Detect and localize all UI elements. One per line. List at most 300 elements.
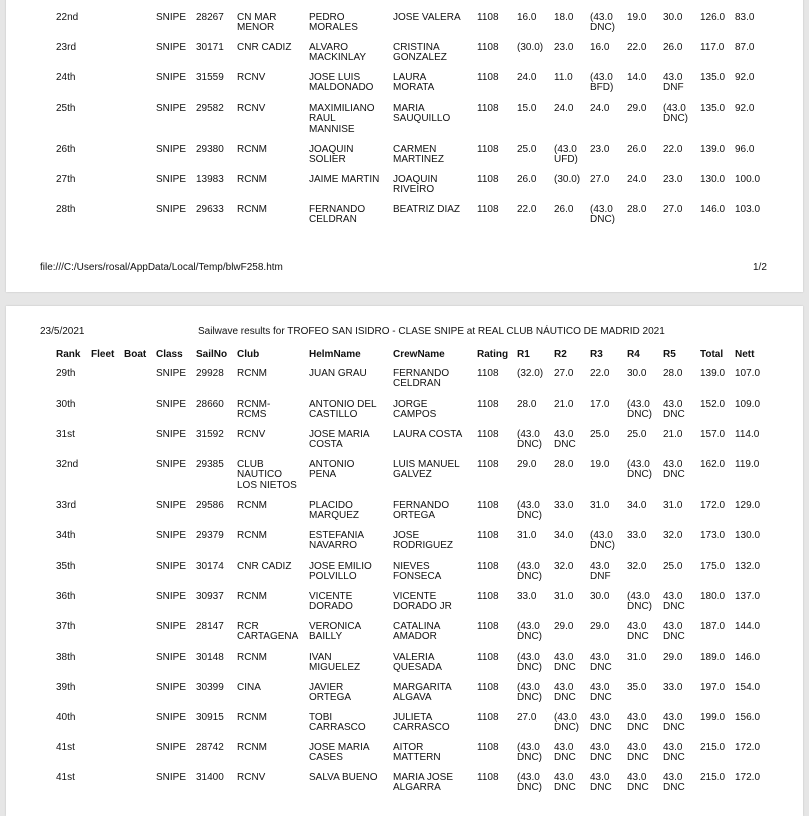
cell-crew: CRISTINA GONZALEZ bbox=[393, 42, 447, 64]
cell-helm: MAXIMILIANO RAUL MANNISE bbox=[309, 103, 375, 135]
cell-nett: 114.0 bbox=[735, 429, 760, 440]
cell-crew: JOSE VALERA bbox=[393, 12, 461, 23]
cell-helm: ANTONIO DEL CASTILLO bbox=[309, 399, 377, 421]
cell-nett: 137.0 bbox=[735, 591, 761, 602]
cell-class: SNIPE bbox=[156, 591, 187, 602]
cell-class: SNIPE bbox=[156, 652, 187, 663]
cell-rating: 1108 bbox=[477, 12, 499, 23]
print-date: 23/5/2021 bbox=[40, 326, 85, 337]
cell-r4: 28.0 bbox=[627, 204, 647, 215]
cell-r3: 43.0 DNF bbox=[590, 561, 611, 583]
cell-club: CINA bbox=[237, 682, 261, 693]
cell-r5: 33.0 bbox=[663, 682, 683, 693]
cell-class: SNIPE bbox=[156, 561, 187, 572]
cell-helm: SALVA BUENO bbox=[309, 772, 378, 783]
cell-rank: 33rd bbox=[56, 500, 77, 511]
cell-r4: 19.0 bbox=[627, 12, 647, 23]
cell-class: SNIPE bbox=[156, 621, 187, 632]
cell-club: RCNM bbox=[237, 712, 267, 723]
cell-r1: 24.0 bbox=[517, 72, 537, 83]
cell-total: 173.0 bbox=[700, 530, 726, 541]
cell-sailno: 29586 bbox=[196, 500, 224, 511]
cell-total: 135.0 bbox=[700, 103, 726, 114]
cell-r4: 43.0 DNC bbox=[627, 712, 649, 734]
cell-r2: 43.0 DNC bbox=[554, 682, 576, 704]
cell-helm: PEDRO MORALES bbox=[309, 12, 358, 34]
cell-r5: 43.0 DNC bbox=[663, 772, 685, 794]
cell-r3: 22.0 bbox=[590, 368, 610, 379]
cell-rank: 37th bbox=[56, 621, 76, 632]
cell-sailno: 30937 bbox=[196, 591, 224, 602]
cell-sailno: 29379 bbox=[196, 530, 224, 541]
cell-crew: JOSE RODRIGUEZ bbox=[393, 530, 453, 552]
cell-r5: 27.0 bbox=[663, 204, 683, 215]
cell-total: 157.0 bbox=[700, 429, 726, 440]
cell-r5: 32.0 bbox=[663, 530, 683, 541]
cell-total: 139.0 bbox=[700, 144, 726, 155]
cell-r2: (43.0 UFD) bbox=[554, 144, 578, 166]
cell-class: SNIPE bbox=[156, 459, 187, 470]
cell-r2: 43.0 DNC bbox=[554, 772, 576, 794]
cell-rating: 1108 bbox=[477, 500, 499, 511]
cell-r4: 14.0 bbox=[627, 72, 647, 83]
cell-rank: 30th bbox=[56, 399, 76, 410]
column-header-rating: Rating bbox=[477, 349, 509, 360]
column-header-class: Class bbox=[156, 349, 183, 360]
column-header-fleet: Fleet bbox=[91, 349, 115, 360]
results-title: Sailwave results for TROFEO SAN ISIDRO - CLASE SNIPE at REAL CLUB NÁUTICO DE MADRID 2021 bbox=[198, 326, 665, 337]
cell-rating: 1108 bbox=[477, 712, 499, 723]
cell-rating: 1108 bbox=[477, 174, 499, 185]
cell-crew: VALERIA QUESADA bbox=[393, 652, 442, 674]
cell-rank: 41st bbox=[56, 742, 75, 753]
cell-r2: (30.0) bbox=[554, 174, 581, 185]
cell-r5: 28.0 bbox=[663, 368, 683, 379]
cell-r3: 31.0 bbox=[590, 500, 610, 511]
cell-class: SNIPE bbox=[156, 429, 187, 440]
cell-r5: (43.0 DNC) bbox=[663, 103, 688, 125]
column-header-helm: HelmName bbox=[309, 349, 361, 360]
cell-sailno: 28660 bbox=[196, 399, 224, 410]
cell-rating: 1108 bbox=[477, 204, 499, 215]
cell-r5: 25.0 bbox=[663, 561, 683, 572]
cell-r3: 16.0 bbox=[590, 42, 610, 53]
cell-helm: IVAN MIGUELEZ bbox=[309, 652, 361, 674]
cell-total: 172.0 bbox=[700, 500, 726, 511]
cell-sailno: 30148 bbox=[196, 652, 224, 663]
cell-crew: LAURA COSTA bbox=[393, 429, 463, 440]
cell-total: 130.0 bbox=[700, 174, 726, 185]
cell-r1: (43.0 DNC) bbox=[517, 772, 542, 794]
cell-r2: 29.0 bbox=[554, 621, 574, 632]
cell-helm: VERONICA BAILLY bbox=[309, 621, 362, 643]
cell-r5: 22.0 bbox=[663, 144, 683, 155]
cell-total: 117.0 bbox=[700, 42, 725, 53]
cell-r3: 17.0 bbox=[590, 399, 610, 410]
cell-r2: 27.0 bbox=[554, 368, 574, 379]
cell-r5: 43.0 DNF bbox=[663, 72, 684, 94]
cell-r2: 43.0 DNC bbox=[554, 742, 576, 764]
cell-rating: 1108 bbox=[477, 103, 499, 114]
cell-crew: CARMEN MARTINEZ bbox=[393, 144, 444, 166]
cell-rank: 36th bbox=[56, 591, 76, 602]
column-header-r1: R1 bbox=[517, 349, 530, 360]
cell-helm: JOAQUIN SOLIER bbox=[309, 144, 354, 166]
cell-rank: 26th bbox=[56, 144, 76, 155]
cell-r1: 25.0 bbox=[517, 144, 537, 155]
cell-total: 215.0 bbox=[700, 772, 726, 783]
cell-r2: 11.0 bbox=[554, 72, 573, 83]
cell-r4: (43.0 DNC) bbox=[627, 399, 652, 421]
cell-r4: 25.0 bbox=[627, 429, 647, 440]
cell-total: 146.0 bbox=[700, 204, 726, 215]
column-header-r3: R3 bbox=[590, 349, 603, 360]
cell-club: RCNM- RCMS bbox=[237, 399, 271, 421]
cell-total: 152.0 bbox=[700, 399, 726, 410]
cell-crew: JORGE CAMPOS bbox=[393, 399, 437, 421]
cell-club: RCNM bbox=[237, 742, 267, 753]
cell-r1: (43.0 DNC) bbox=[517, 500, 542, 522]
cell-r1: 29.0 bbox=[517, 459, 537, 470]
cell-r4: (43.0 DNC) bbox=[627, 459, 652, 481]
cell-r4: (43.0 DNC) bbox=[627, 591, 652, 613]
cell-nett: 87.0 bbox=[735, 42, 755, 53]
cell-helm: JOSE LUIS MALDONADO bbox=[309, 72, 374, 94]
cell-helm: JAIME MARTIN bbox=[309, 174, 380, 185]
cell-club: RCNM bbox=[237, 368, 267, 379]
cell-r5: 26.0 bbox=[663, 42, 683, 53]
cell-r2: 31.0 bbox=[554, 591, 574, 602]
cell-helm: FERNANDO CELDRAN bbox=[309, 204, 366, 226]
cell-club: RCNV bbox=[237, 772, 266, 783]
cell-nett: 92.0 bbox=[735, 103, 755, 114]
cell-r2: 18.0 bbox=[554, 12, 574, 23]
cell-r3: 43.0 DNC bbox=[590, 742, 612, 764]
cell-sailno: 28267 bbox=[196, 12, 224, 23]
cell-class: SNIPE bbox=[156, 530, 187, 541]
cell-r4: 35.0 bbox=[627, 682, 647, 693]
cell-r3: (43.0 BFD) bbox=[590, 72, 614, 94]
cell-club: RCNV bbox=[237, 72, 266, 83]
cell-class: SNIPE bbox=[156, 103, 187, 114]
cell-class: SNIPE bbox=[156, 399, 187, 410]
cell-total: 162.0 bbox=[700, 459, 726, 470]
cell-r3: (43.0 DNC) bbox=[590, 12, 615, 34]
cell-r5: 43.0 DNC bbox=[663, 399, 685, 421]
cell-r4: 30.0 bbox=[627, 368, 647, 379]
cell-rank: 22nd bbox=[56, 12, 79, 23]
cell-rating: 1108 bbox=[477, 561, 499, 572]
cell-r3: 43.0 DNC bbox=[590, 712, 612, 734]
cell-sailno: 31559 bbox=[196, 72, 224, 83]
cell-r3: 43.0 DNC bbox=[590, 772, 612, 794]
cell-r5: 43.0 DNC bbox=[663, 621, 685, 643]
cell-nett: 172.0 bbox=[735, 772, 761, 783]
cell-rating: 1108 bbox=[477, 42, 499, 53]
cell-r4: 26.0 bbox=[627, 144, 647, 155]
cell-r3: 43.0 DNC bbox=[590, 652, 612, 674]
column-header-boat: Boat bbox=[124, 349, 147, 360]
cell-crew: VICENTE DORADO JR bbox=[393, 591, 452, 613]
cell-rating: 1108 bbox=[477, 72, 499, 83]
cell-r2: (43.0 DNC) bbox=[554, 712, 579, 734]
cell-r5: 43.0 DNC bbox=[663, 591, 685, 613]
cell-r2: 23.0 bbox=[554, 42, 574, 53]
cell-crew: NIEVES FONSECA bbox=[393, 561, 442, 583]
cell-nett: 109.0 bbox=[735, 399, 761, 410]
cell-sailno: 28742 bbox=[196, 742, 224, 753]
cell-rank: 23rd bbox=[56, 42, 77, 53]
cell-class: SNIPE bbox=[156, 42, 187, 53]
cell-sailno: 28147 bbox=[196, 621, 224, 632]
column-header-rank: Rank bbox=[56, 349, 81, 360]
cell-r4: 29.0 bbox=[627, 103, 647, 114]
cell-r1: 31.0 bbox=[517, 530, 537, 541]
cell-class: SNIPE bbox=[156, 682, 187, 693]
column-header-r4: R4 bbox=[627, 349, 640, 360]
cell-rating: 1108 bbox=[477, 742, 499, 753]
cell-r1: (43.0 DNC) bbox=[517, 652, 542, 674]
cell-rank: 32nd bbox=[56, 459, 79, 470]
cell-rating: 1108 bbox=[477, 591, 499, 602]
cell-rating: 1108 bbox=[477, 368, 499, 379]
cell-helm: JOSE MARIA COSTA bbox=[309, 429, 370, 451]
cell-r1: 27.0 bbox=[517, 712, 537, 723]
cell-sailno: 30915 bbox=[196, 712, 224, 723]
cell-rank: 35th bbox=[56, 561, 76, 572]
cell-crew: JULIETA CARRASCO bbox=[393, 712, 450, 734]
cell-total: 187.0 bbox=[700, 621, 726, 632]
cell-nett: 119.0 bbox=[735, 459, 760, 470]
cell-rating: 1108 bbox=[477, 429, 499, 440]
cell-rank: 29th bbox=[56, 368, 76, 379]
cell-club: CNR CADIZ bbox=[237, 561, 292, 572]
cell-club: RCNM bbox=[237, 144, 267, 155]
cell-nett: 107.0 bbox=[735, 368, 761, 379]
cell-rank: 28th bbox=[56, 204, 76, 215]
cell-r2: 43.0 DNC bbox=[554, 429, 576, 451]
cell-crew: LAURA MORATA bbox=[393, 72, 435, 94]
cell-helm: ESTEFANIA NAVARRO bbox=[309, 530, 365, 552]
cell-crew: CATALINA AMADOR bbox=[393, 621, 441, 643]
cell-r3: 27.0 bbox=[590, 174, 610, 185]
column-header-crew: CrewName bbox=[393, 349, 445, 360]
cell-r5: 29.0 bbox=[663, 652, 683, 663]
cell-rank: 40th bbox=[56, 712, 76, 723]
cell-class: SNIPE bbox=[156, 72, 187, 83]
cell-r4: 24.0 bbox=[627, 174, 647, 185]
cell-club: CLUB NAUTICO LOS NIETOS bbox=[237, 459, 297, 491]
cell-sailno: 29633 bbox=[196, 204, 224, 215]
cell-rank: 41st bbox=[56, 772, 75, 783]
cell-crew: MARIA SAUQUILLO bbox=[393, 103, 451, 125]
cell-class: SNIPE bbox=[156, 772, 187, 783]
cell-class: SNIPE bbox=[156, 144, 187, 155]
cell-r5: 23.0 bbox=[663, 174, 683, 185]
cell-nett: 130.0 bbox=[735, 530, 761, 541]
cell-r4: 43.0 DNC bbox=[627, 772, 649, 794]
cell-r2: 21.0 bbox=[554, 399, 574, 410]
cell-nett: 144.0 bbox=[735, 621, 761, 632]
cell-r1: (43.0 DNC) bbox=[517, 682, 542, 704]
cell-sailno: 30399 bbox=[196, 682, 224, 693]
cell-rating: 1108 bbox=[477, 621, 499, 632]
cell-sailno: 13983 bbox=[196, 174, 224, 185]
cell-class: SNIPE bbox=[156, 174, 187, 185]
cell-rank: 24th bbox=[56, 72, 76, 83]
cell-rating: 1108 bbox=[477, 652, 499, 663]
cell-club: RCNM bbox=[237, 530, 267, 541]
cell-total: 189.0 bbox=[700, 652, 726, 663]
cell-rank: 31st bbox=[56, 429, 75, 440]
cell-sailno: 29385 bbox=[196, 459, 224, 470]
cell-crew: AITOR MATTERN bbox=[393, 742, 441, 764]
cell-helm: ALVARO MACKINLAY bbox=[309, 42, 367, 64]
cell-r1: (32.0) bbox=[517, 368, 544, 379]
cell-club: RCR CARTAGENA bbox=[237, 621, 299, 643]
cell-total: 135.0 bbox=[700, 72, 726, 83]
cell-r3: 24.0 bbox=[590, 103, 610, 114]
cell-rank: 27th bbox=[56, 174, 76, 185]
cell-rating: 1108 bbox=[477, 682, 499, 693]
cell-rating: 1108 bbox=[477, 530, 499, 541]
cell-helm: JAVIER ORTEGA bbox=[309, 682, 352, 704]
cell-crew: MARIA JOSE ALGARRA bbox=[393, 772, 454, 794]
cell-club: RCNM bbox=[237, 591, 267, 602]
cell-class: SNIPE bbox=[156, 204, 187, 215]
cell-r3: 29.0 bbox=[590, 621, 610, 632]
cell-club: RCNM bbox=[237, 652, 267, 663]
cell-total: 215.0 bbox=[700, 742, 726, 753]
cell-nett: 100.0 bbox=[735, 174, 761, 185]
column-header-sailno: SailNo bbox=[196, 349, 228, 360]
cell-crew: BEATRIZ DIAZ bbox=[393, 204, 461, 215]
cell-r3: 19.0 bbox=[590, 459, 610, 470]
column-header-nett: Nett bbox=[735, 349, 755, 360]
cell-class: SNIPE bbox=[156, 712, 187, 723]
cell-total: 199.0 bbox=[700, 712, 726, 723]
cell-total: 175.0 bbox=[700, 561, 726, 572]
cell-helm: JOSE EMILIO POLVILLO bbox=[309, 561, 372, 583]
cell-nett: 132.0 bbox=[735, 561, 761, 572]
cell-r5: 43.0 DNC bbox=[663, 742, 685, 764]
cell-r1: (43.0 DNC) bbox=[517, 621, 542, 643]
cell-r1: (30.0) bbox=[517, 42, 544, 53]
cell-r3: 25.0 bbox=[590, 429, 610, 440]
cell-club: RCNV bbox=[237, 429, 266, 440]
cell-r1: 26.0 bbox=[517, 174, 537, 185]
cell-nett: 129.0 bbox=[735, 500, 761, 511]
cell-r5: 31.0 bbox=[663, 500, 683, 511]
cell-r1: (43.0 DNC) bbox=[517, 561, 542, 583]
cell-sailno: 31592 bbox=[196, 429, 224, 440]
cell-total: 197.0 bbox=[700, 682, 726, 693]
cell-r3: (43.0 DNC) bbox=[590, 204, 615, 226]
cell-nett: 96.0 bbox=[735, 144, 755, 155]
cell-r3: 30.0 bbox=[590, 591, 610, 602]
cell-nett: 83.0 bbox=[735, 12, 755, 23]
cell-helm: TOBI CARRASCO bbox=[309, 712, 366, 734]
cell-r5: 43.0 DNC bbox=[663, 459, 685, 481]
cell-r3: (43.0 DNC) bbox=[590, 530, 615, 552]
cell-r4: 31.0 bbox=[627, 652, 647, 663]
cell-rank: 25th bbox=[56, 103, 76, 114]
cell-rank: 38th bbox=[56, 652, 76, 663]
cell-r4: 43.0 DNC bbox=[627, 742, 649, 764]
cell-r5: 30.0 bbox=[663, 12, 683, 23]
cell-club: CN MAR MENOR bbox=[237, 12, 277, 34]
cell-crew: FERNANDO ORTEGA bbox=[393, 500, 450, 522]
cell-helm: JOSE MARIA CASES bbox=[309, 742, 370, 764]
cell-r2: 33.0 bbox=[554, 500, 574, 511]
column-header-club: Club bbox=[237, 349, 260, 360]
cell-club: RCNM bbox=[237, 204, 267, 215]
column-header-total: Total bbox=[700, 349, 724, 360]
cell-r1: 22.0 bbox=[517, 204, 537, 215]
cell-class: SNIPE bbox=[156, 368, 187, 379]
cell-crew: FERNANDO CELDRAN bbox=[393, 368, 450, 390]
cell-class: SNIPE bbox=[156, 742, 187, 753]
cell-crew: LUIS MANUEL GALVEZ bbox=[393, 459, 460, 481]
cell-r2: 28.0 bbox=[554, 459, 574, 470]
cell-r3: 23.0 bbox=[590, 144, 610, 155]
cell-nett: 154.0 bbox=[735, 682, 761, 693]
cell-sailno: 30174 bbox=[196, 561, 224, 572]
cell-r4: 32.0 bbox=[627, 561, 647, 572]
cell-r5: 21.0 bbox=[663, 429, 683, 440]
cell-r2: 43.0 DNC bbox=[554, 652, 576, 674]
cell-r1: 15.0 bbox=[517, 103, 537, 114]
cell-crew: JOAQUIN RIVEIRO bbox=[393, 174, 438, 196]
cell-r4: 22.0 bbox=[627, 42, 647, 53]
cell-total: 139.0 bbox=[700, 368, 726, 379]
cell-r4: 34.0 bbox=[627, 500, 647, 511]
cell-rank: 39th bbox=[56, 682, 76, 693]
cell-r1: (43.0 DNC) bbox=[517, 429, 542, 451]
results-page-1 bbox=[6, 0, 803, 292]
cell-total: 126.0 bbox=[700, 12, 726, 23]
cell-r3: 43.0 DNC bbox=[590, 682, 612, 704]
cell-nett: 172.0 bbox=[735, 742, 761, 753]
cell-rating: 1108 bbox=[477, 144, 499, 155]
cell-helm: PLACIDO MARQUEZ bbox=[309, 500, 359, 522]
cell-class: SNIPE bbox=[156, 12, 187, 23]
cell-r4: 43.0 DNC bbox=[627, 621, 649, 643]
cell-r2: 26.0 bbox=[554, 204, 574, 215]
cell-nett: 156.0 bbox=[735, 712, 761, 723]
cell-rating: 1108 bbox=[477, 772, 499, 783]
cell-nett: 146.0 bbox=[735, 652, 761, 663]
results-page-2 bbox=[6, 306, 803, 816]
cell-helm: VICENTE DORADO bbox=[309, 591, 353, 613]
cell-nett: 92.0 bbox=[735, 72, 755, 83]
cell-total: 180.0 bbox=[700, 591, 726, 602]
cell-class: SNIPE bbox=[156, 500, 187, 511]
cell-nett: 103.0 bbox=[735, 204, 761, 215]
cell-sailno: 31400 bbox=[196, 772, 224, 783]
cell-sailno: 30171 bbox=[196, 42, 224, 53]
cell-r2: 34.0 bbox=[554, 530, 574, 541]
footer-file-path: file:///C:/Users/rosal/AppData/Local/Temp/blwF258.htm bbox=[40, 262, 283, 273]
cell-rating: 1108 bbox=[477, 399, 499, 410]
cell-club: RCNV bbox=[237, 103, 266, 114]
footer-page-number: 1/2 bbox=[753, 262, 767, 273]
column-header-r2: R2 bbox=[554, 349, 567, 360]
cell-r2: 32.0 bbox=[554, 561, 574, 572]
cell-r1: 16.0 bbox=[517, 12, 537, 23]
cell-helm: JUAN GRAU bbox=[309, 368, 367, 379]
cell-sailno: 29582 bbox=[196, 103, 224, 114]
